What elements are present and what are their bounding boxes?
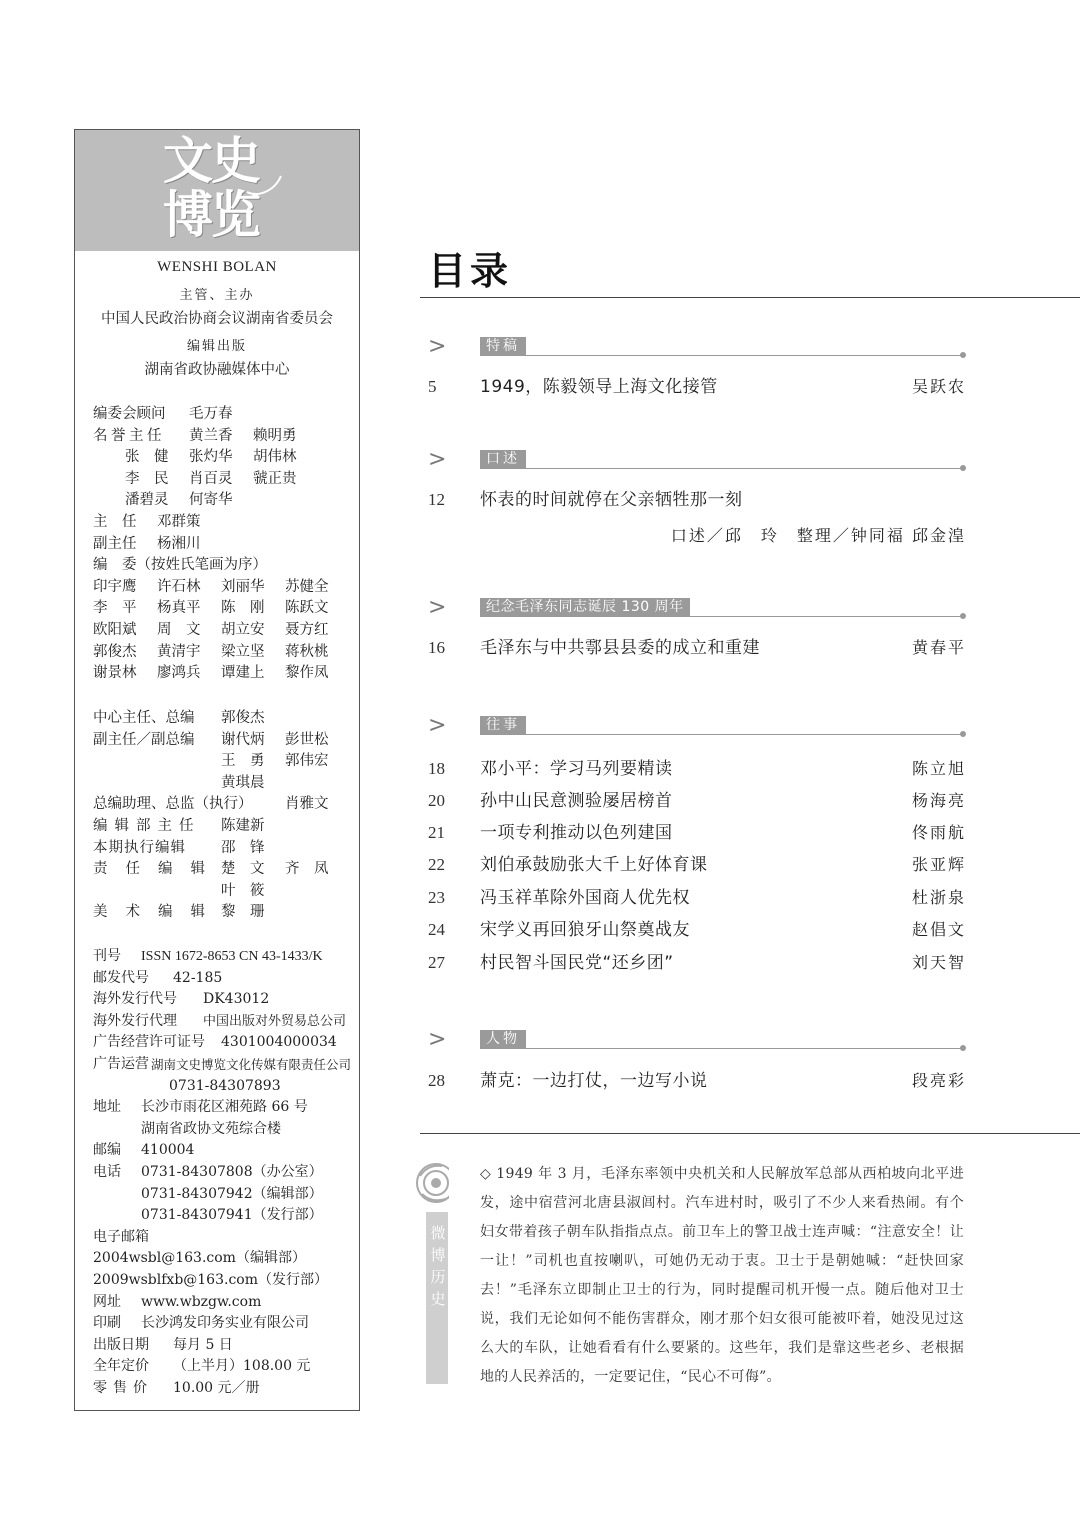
email-editorial[interactable]: 2004wsbl@163.com（编辑部） <box>93 1250 306 1267</box>
article-author: 陈立旭 <box>911 759 966 778</box>
article-author: 黄春平 <box>911 638 966 657</box>
weibo-history-text: ◇ 1949 年 3 月，毛泽东率领中央机关和人民解放军总部从西柏坡向北平进发，途中宿营河北唐县淑闾村。汽车进村时，吸引了不少人来看热闹。有个妇女带着孩子朝车队指指点点。前卫车上的警卫战士连声喊：“注意安全！让一让！”司机也直按喇叭，可她仍无动于衷。卫士于是朝她喊：“赶快回家去！”毛泽东立即制止卫士的行为，同时提醒司机开慢一点。随后他对卫士说，我们无论如何不能伤害群众，刚才那个妇女很可能被吓着，她没见过这么大的车队，让她看看有什么要紧的。这些年，我们是靠这些老乡、老根据地的人民养活的，一定要记住，“民心不可侮”。 <box>480 1166 964 1385</box>
logo-title: 文史 博览 <box>163 131 259 244</box>
section-header <box>428 447 966 472</box>
toc-entry[interactable] <box>428 853 966 877</box>
toc-entry[interactable] <box>428 918 966 942</box>
article-title: 孙中山民意测验屡居榜首 <box>480 791 673 811</box>
toc-entry[interactable] <box>428 488 966 512</box>
article-title: 邓小平：学习马列要精读 <box>480 759 673 779</box>
magazine-logo <box>75 130 359 251</box>
page-number: 21 <box>428 823 445 842</box>
masthead <box>74 129 360 1411</box>
page-number: 27 <box>428 953 445 972</box>
section-header <box>428 713 966 738</box>
section-header <box>428 334 966 359</box>
page-number: 20 <box>428 791 445 810</box>
publication-info: 刊号 ISSN 1672-8653 CN 43-1433/K 邮发代号 42-185 海外发行代号 DK43012 海外发行代理 中国出版对外贸易总公司 广告经营许可证号 4301004000034 广告运营 湖南文史博览文化传媒有限责任公司 0731-84307893 地址 长沙市雨花区湘苑路 66 号 湖南省政协文苑综合楼 邮编 410004 电话 0731-84307808（办公室） 0731-84307942（编辑部） 0731-84307941（发行部） 电子邮箱 2004wsbl@163.com（编辑部） 2009wsblfxb@163.com（发行部） 网址 www.wbzgw.com 印刷 长沙鸿发印务实业有限公司 出版日期 每月 5 日 全年定价 （上半月）108.00 元 零售价 10.00 元／册 <box>93 948 351 1396</box>
article-author: 张亚辉 <box>911 855 966 874</box>
toc-entry[interactable] <box>428 757 966 781</box>
page-number: 12 <box>428 490 445 509</box>
toc-entry[interactable] <box>428 375 966 399</box>
chevron-right-icon: > <box>428 595 447 620</box>
article-author: 赵倡文 <box>911 920 966 939</box>
website-link[interactable]: www.wbzgw.com <box>141 1293 262 1310</box>
cloud-ornament-icon <box>412 1158 449 1208</box>
page-number: 24 <box>428 920 445 939</box>
chevron-right-icon: > <box>428 447 447 472</box>
article-title: 一项专利推动以色列建国 <box>480 823 673 843</box>
article-author: 佟雨航 <box>911 823 966 842</box>
section-tag: 人物 <box>480 1030 526 1048</box>
article-title: 宋学义再回狼牙山祭奠战友 <box>480 920 690 940</box>
toc-entry[interactable] <box>428 789 966 813</box>
editorial-staff: 中心主任、总编 郭俊杰 副主任／副总编 谢代炳 彭世松 王 勇 郭伟宏 黄琪晨 总编助理、总监（执行） 肖雅文 编辑部主任 陈建新 本期执行编辑 邵 锋 责任编辑 楚 文 齐 凤 叶 筱 美术编辑 黎 珊 <box>93 710 329 921</box>
publisher-label: 编辑出版 <box>186 339 247 354</box>
toc-entry[interactable] <box>428 886 966 910</box>
page-number: 16 <box>428 638 445 657</box>
weibo-history-sidebar <box>424 1158 461 1384</box>
section-header <box>428 1027 966 1052</box>
logo-english: WENSHI BOLAN <box>157 259 277 275</box>
sponsor-label: 主管、主办 <box>179 288 255 303</box>
section-header <box>428 595 966 620</box>
article-title: 刘伯承鼓励张大千上好体育课 <box>480 855 708 875</box>
section-tag: 口述 <box>480 450 526 468</box>
logo-swirl-icon <box>245 170 285 200</box>
article-byline: 口述／邱 玲 整理／钟同福 邱金湟 <box>670 526 966 545</box>
chevron-right-icon: > <box>428 334 447 359</box>
page-number: 22 <box>428 855 445 874</box>
section-tag: 纪念毛泽东同志诞辰 130 周年 <box>480 598 690 616</box>
chevron-right-icon: > <box>428 713 447 738</box>
article-title: 怀表的时间就停在父亲牺牲那一刻 <box>480 490 743 510</box>
article-title: 萧克：一边打仗，一边写小说 <box>480 1071 708 1091</box>
article-title: 冯玉祥革除外国商人优先权 <box>480 888 690 908</box>
page-number: 23 <box>428 888 445 907</box>
section-tag: 往事 <box>480 716 526 734</box>
publisher: 湖南省政协融媒体中心 <box>144 362 290 378</box>
toc-entry[interactable] <box>428 636 966 660</box>
page-number: 18 <box>428 759 445 778</box>
weibo-history-label: 微博历史 <box>430 1224 446 1308</box>
page-number: 28 <box>428 1071 445 1090</box>
article-author: 杜浙泉 <box>911 888 966 907</box>
sponsor: 中国人民政治协商会议湖南省委员会 <box>101 311 333 327</box>
title-divider <box>420 297 1080 298</box>
email-distribution[interactable]: 2009wsblfxb@163.com（发行部） <box>93 1271 328 1288</box>
chevron-right-icon: > <box>428 1027 447 1052</box>
article-author: 段亮彩 <box>911 1071 966 1090</box>
page-number: 5 <box>428 377 437 396</box>
article-title: 1949，陈毅领导上海文化接管 <box>480 377 718 397</box>
toc-entry[interactable] <box>428 821 966 845</box>
article-title: 村民智斗国民党“还乡团” <box>480 953 674 973</box>
toc-entry[interactable] <box>428 951 966 975</box>
weibo-divider <box>420 1133 1080 1134</box>
article-author: 刘天智 <box>911 953 966 972</box>
article-author: 杨海亮 <box>911 791 966 810</box>
toc-title: 目录 <box>428 248 513 293</box>
article-author: 吴跃农 <box>911 377 966 396</box>
article-title: 毛泽东与中共鄠县县委的成立和重建 <box>480 638 760 658</box>
toc-entry[interactable] <box>428 1069 966 1093</box>
editorial-board: 编委会顾问 毛万春 名誉主任 黄兰香 赖明勇 张 健 张灼华 胡伟林 李 民 肖百灵 虢正贵 潘碧灵 何寄华 主 任 邓群策 副主任 杨湘川 编 委（按姓氏笔画为序） 印宇鹰 许石林 刘丽华 苏健全 李 平 杨真平 陈 刚 陈跃文 欧阳斌 周 文 胡立安 聂方红 郭俊杰 黄清宇 梁立坚 蒋秋桃 谢景林 廖鸿兵 谭建上 黎作凤 <box>93 406 329 682</box>
section-tag: 特稿 <box>480 337 526 355</box>
